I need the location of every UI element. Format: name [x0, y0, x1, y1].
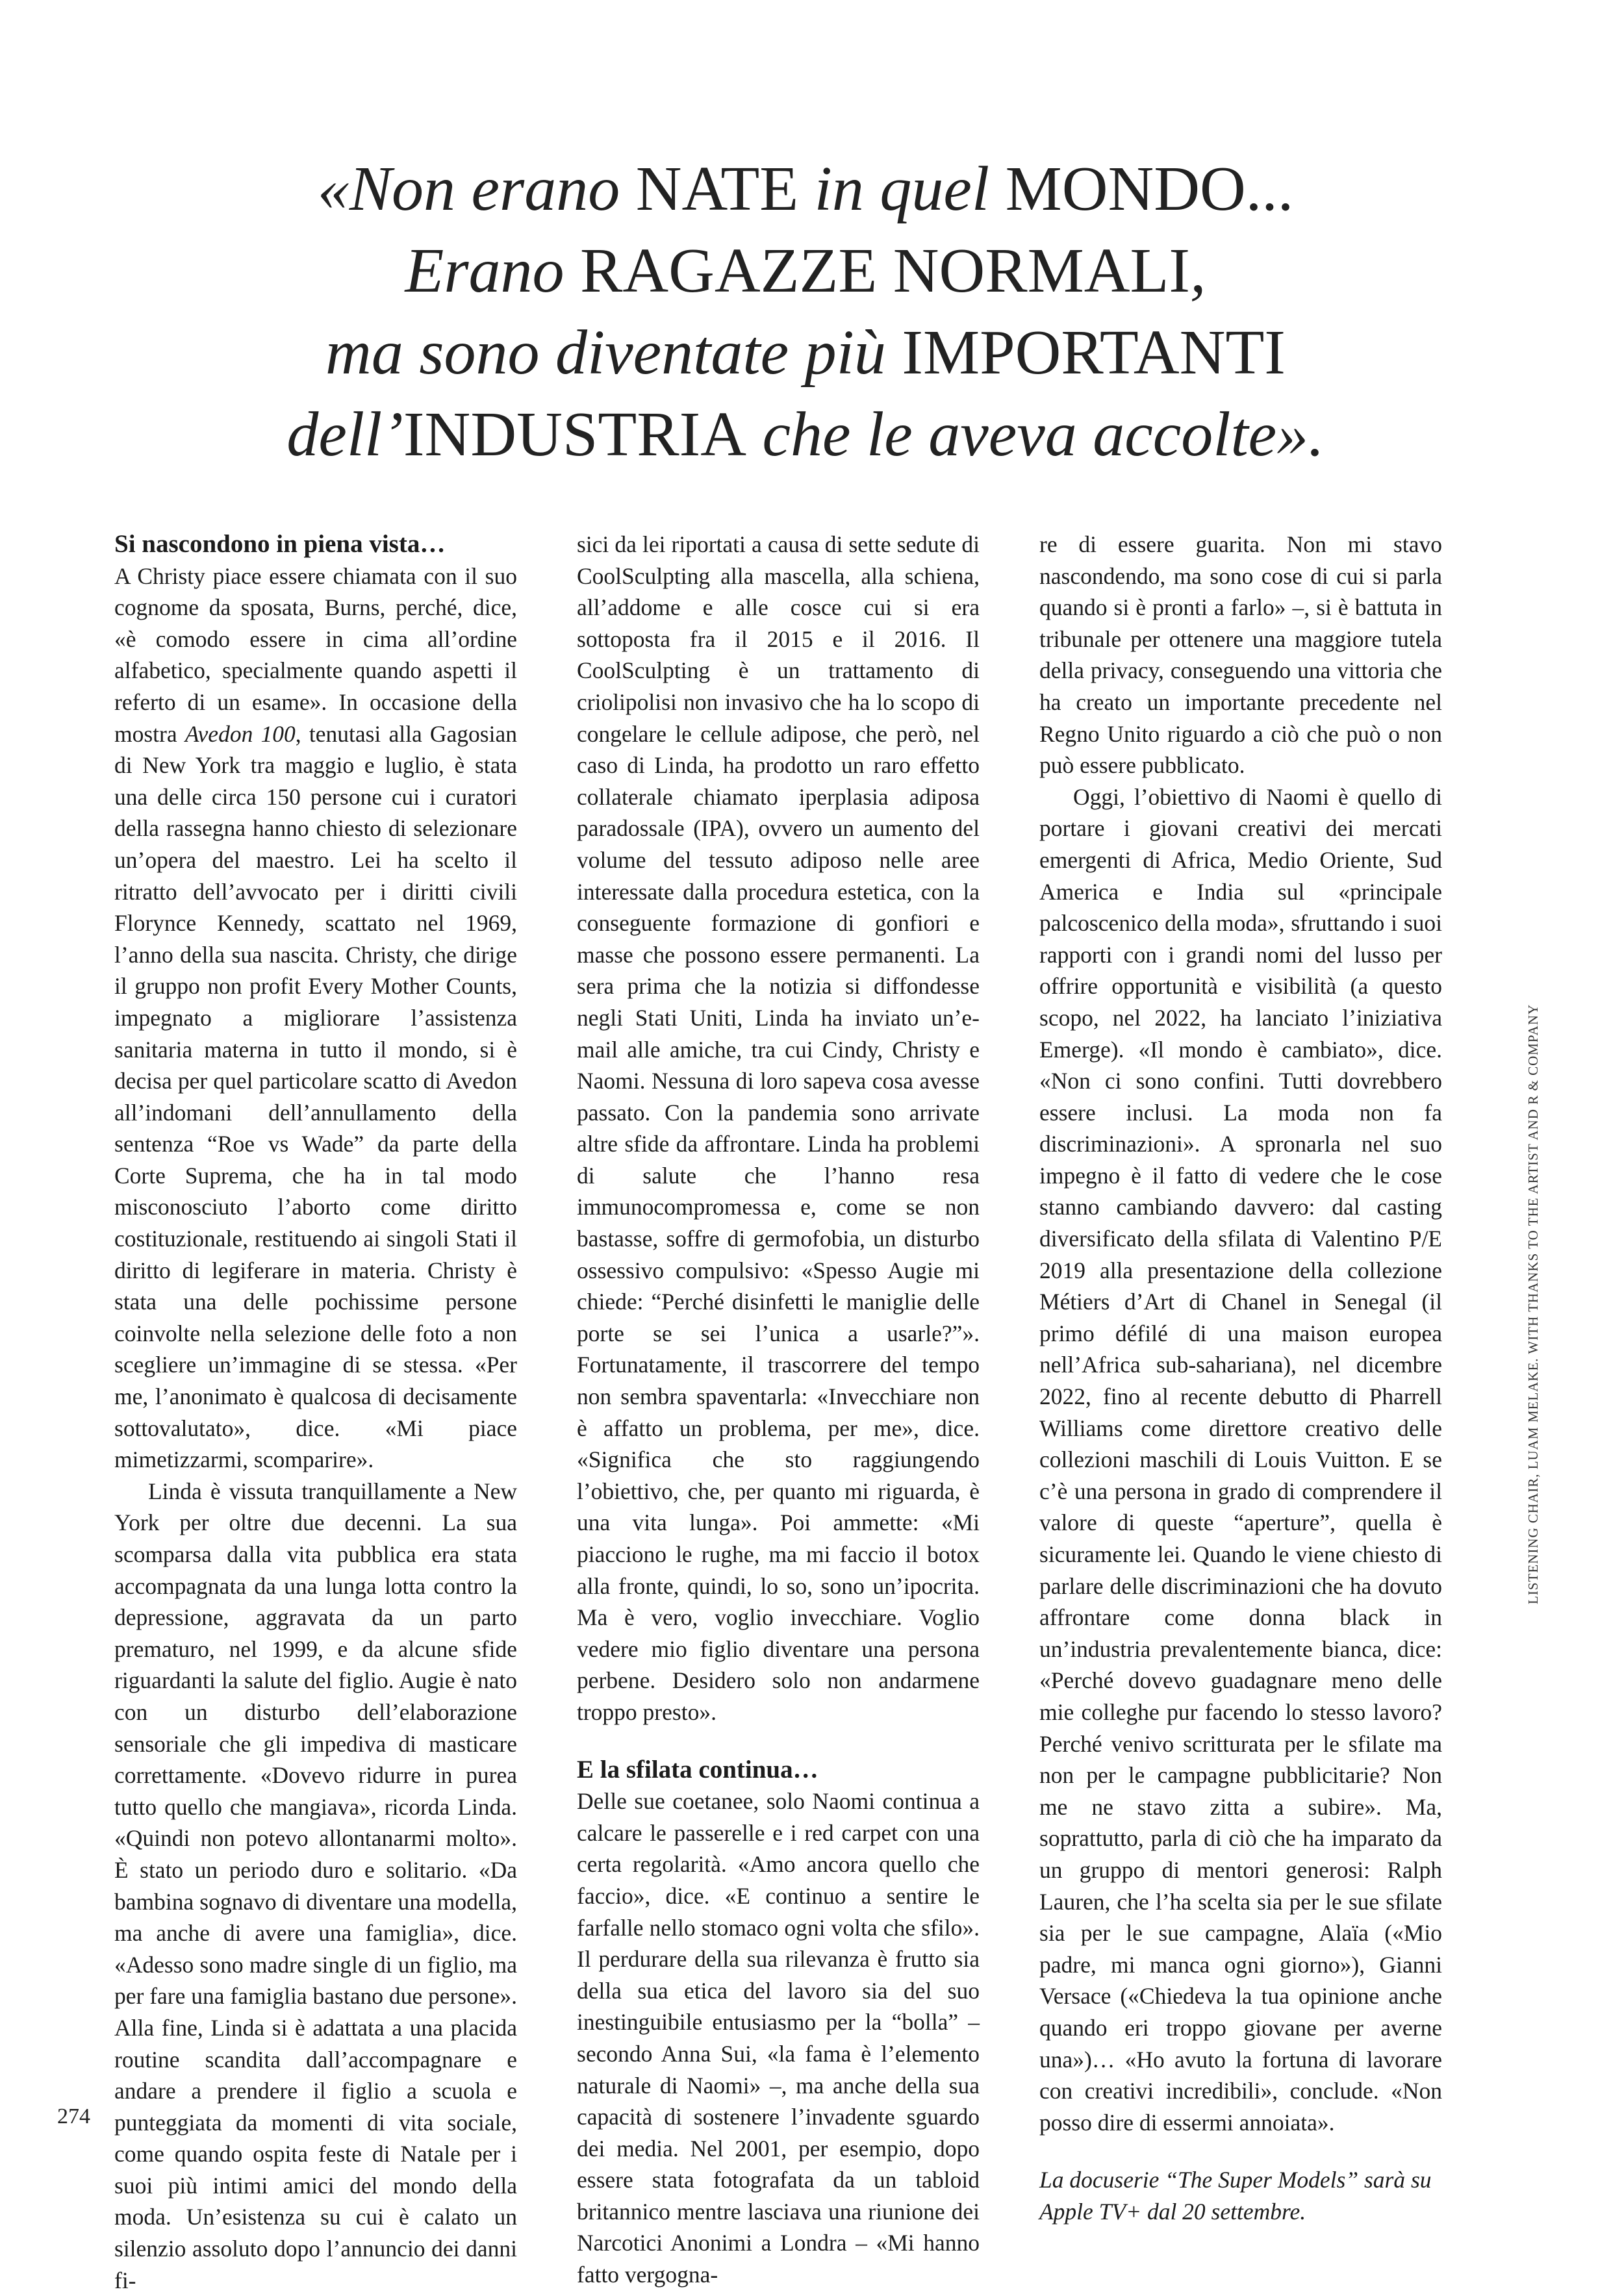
body-paragraph: Delle sue coetanee, solo Naomi continua a calcare le passerelle e i red carpet con una certa regolarità. «Amo ancora quello che faccio», dice. «E continuo a sentire le farfalle nello stomaco ogni volta che sfilo». Il perdurare della sua rilevanza è frutto sia della sua etica del lavoro sia del suo inestinguibile entusiasmo per la “bolla” – secondo Anna Sui, «la fama è l’elemento naturale di Naomi» –, ma anche della sua capacità di sostenere l’invadente sguardo dei media. Nel 2001, per esempio, dopo essere stata fotografata da un tabloid britannico mentre lasciava una riunione dei Narcotici Anonimi a Londra – «Mi hanno fatto vergogna-: [577, 1788, 980, 2288]
pull-quote-line-3: ma sono diventate più IMPORTANTI: [325, 318, 1286, 388]
page-number: 274: [57, 2104, 90, 2128]
section-heading: E la sfilata continua…: [577, 1755, 818, 1784]
body-paragraph: Oggi, l’obiettivo di Naomi è quello di portare i giovani creativi dei mercati emergenti di Africa, Medio Oriente, Sud America e India sul «principale palcoscenico della moda», sfruttando i suoi rapporti con i grandi nomi del lusso per offrire opportunità e visibilità (a questo scopo, nel 2022, ha lanciato l’iniziativa Emerge). «Il mondo è cambiato», dice. «Non ci sono confini. Tutti dovrebbero essere inclusi. La moda non fa discriminazioni». A spronarla nel suo impegno è il fatto di vedere che le cose stanno cambiando davvero: dal casting diversificato della sfilata di Valentino P/E 2019 alla presentazione della collezione Métiers d’Art di Chanel in Senegal (il primo défilé di una maison europea nell’Africa sub-sahariana), nel dicembre 2022, fino al recente debutto di Pharrell Williams come direttore creativo delle collezioni maschili di Louis Vuitton. E se c’è una persona in grado di comprendere il valore di queste “aperture”, quella è sicuramente lei. Quando le viene chiesto di parlare delle discriminazioni che ha dovuto affrontare come donna black in un’industria prevalentemente bianca, dice: «Perché dovevo guadagnare meno delle mie colleghe pur facendo lo stesso lavoro? Perché venivo scritturata per le sfilate ma non per le campagne pubblicitarie? Non me ne stavo zitta a subire». Ma, soprattutto, parla di ciò che ha imparato da un gruppo di mentori generosi: Ralph Lauren, che l’ha scelta sia per le sue sfilate sia per le sue campagne, Alaïa («Mio padre, mi manca ogni giorno»), Gianni Versace («Chiedeva la tua opinione anche quando eri troppo giovane per averne una»)… «Ho avuto la fortuna di lavorare con creativi incredibili», conclude. «Non posso dire di essermi annoiata».: [1039, 783, 1442, 2136]
section-heading: Si nascondono in piena vista…: [114, 530, 446, 558]
pull-quote-line-4: dell’INDUSTRIA che le aveva accolte».: [286, 399, 1325, 470]
article-column-2: [577, 529, 980, 2291]
pull-quote: [273, 148, 1338, 475]
body-paragraph: re di essere guarita. Non mi stavo nascondendo, ma sono cose di cui si parla quando si è pronti a farlo» –, si è battuta in tribunale per ottenere una maggiore tutela della privacy, conseguendo una vittoria che ha creato un importante precedente nel Regno Unito riguardo a ciò che può o non può essere pubblicato.: [1039, 531, 1442, 779]
pull-quote-line-2: Erano RAGAZZE NORMALI,: [405, 236, 1206, 306]
photo-credit: [1525, 1003, 1541, 1611]
body-paragraph: A Christy piace essere chiamata con il suo cognome da sposata, Burns, perché, dice, «è comodo essere in cima all’ordine alfabetico, specialmente quando aspetti il referto di un esame». In occasione della mostra Avedon 100, tenutasi alla Gagosian di New York tra maggio e luglio, è stata una delle circa 150 persone cui i curatori della rassegna hanno chiesto di selezionare un’opera del maestro. Lei ha scelto il ritratto dell’avvocato per i diritti civili Florynce Kennedy, scattato nel 1969, l’anno della sua nascita. Christy, che dirige il gruppo non profit Every Mother Counts, impegnato a migliorare l’assistenza sanitaria materna in tutto il mondo, si è decisa per quel particolare scatto di Avedon all’indomani dell’annullamento della sentenza “Roe vs Wade” da parte della Corte Suprema, che ha in tal modo misconosciuto l’aborto come diritto costituzionale, restituendo ai singoli Stati il diritto di legiferare in materia. Christy è stata una delle pochissime persone coinvolte nella selezione delle foto a non scegliere un’immagine di se stessa. «Per me, l’anonimato è qualcosa di decisamente sottovalutato», dice. «Mi piace mimetizzarmi, scomparire».: [114, 562, 517, 1473]
pull-quote-line-1: «Non erano NATE in quel MONDO...: [317, 154, 1294, 224]
article-column-3: [1039, 529, 1442, 2227]
body-paragraph: sici da lei riportati a causa di sette sedute di CoolSculpting alla mascella, alla schiena, all’addome e alle cosce cui si era sottoposta fra il 2015 e il 2016. Il CoolSculpting è un trattamento di criolipolisi non invasivo che ha lo scopo di congelare le cellule adipose, che però, nel caso di Linda, ha prodotto un raro effetto collaterale chiamato iperplasia adiposa paradossale (IPA), ovvero un aumento del volume del tessuto adiposo nelle aree interessate dalla procedura estetica, con la conseguente formazione di gonfiori e masse che possono essere permanenti. La sera prima che la notizia si diffondesse negli Stati Uniti, Linda ha inviato un’e-mail alle amiche, tra cui Cindy, Christy e Naomi. Nessuna di loro sapeva cosa avesse passato. Con la pandemia sono arrivate altre sfide da affrontare. Linda ha problemi di salute che l’hanno resa immunocompromessa e, come se non bastasse, soffre di germofobia, un disturbo ossessivo compulsivo: «Spesso Augie mi chiede: “Perché disinfetti le maniglie delle porte se sei l’unica a usarle?”». Fortunatamente, il trascorrere del tempo non sembra spaventarla: «Invecchiare non è affatto un problema, per me», dice. «Significa che sto raggiungendo l’obiettivo, che, per quanto mi riguarda, è una vita lunga». Poi ammette: «Mi piacciono le rughe, ma mi faccio il botox alla fronte, quindi, lo so, sono un’ipocrita. Ma è vero, voglio invecchiare. Voglio vedere mio figlio diventare una persona perbene. Desidero solo non andarmene troppo presto».: [577, 531, 980, 1725]
body-paragraph: Linda è vissuta tranquillamente a New York per oltre due decenni. La sua scomparsa dalla vita pubblica era stata accompagnata da una lunga lotta contro la depressione, aggravata da un parto prematuro, nel 1999, e da alcune sfide riguardanti la salute del figlio. Augie è nato con un disturbo dell’elaborazione sensoriale che gli impediva di masticare correttamente. «Dovevo ridurre in purea tutto quello che mangiava», ricorda Linda. «Quindi non potevo allontanarmi molto». È stato un periodo duro e solitario. «Da bambina sognavo di diventare una modella, ma anche di avere una famiglia», dice. «Adesso sono madre single di un figlio, ma per fare una famiglia bastano due persone». Alla fine, Linda si è adattata a una placida routine scandita dall’accompagnare e andare a prendere il figlio a scuola e punteggiata da momenti di vita sociale, come quando ospita feste di Natale per i suoi più intimi amici del mondo della moda. Un’esistenza su cui è calato un silenzio assoluto dopo l’annuncio dei danni fi-: [114, 1478, 518, 2293]
photo-credit-text: LISTENING CHAIR, LUAM MELAKE. WITH THANKS TO THE ARTIST AND R & COMPANY: [1525, 1003, 1541, 1604]
article-column-1: [114, 529, 517, 2296]
closing-note: La docuserie “The Super Models” sarà su Apple TV+ dal 20 settembre.: [1039, 2167, 1432, 2225]
